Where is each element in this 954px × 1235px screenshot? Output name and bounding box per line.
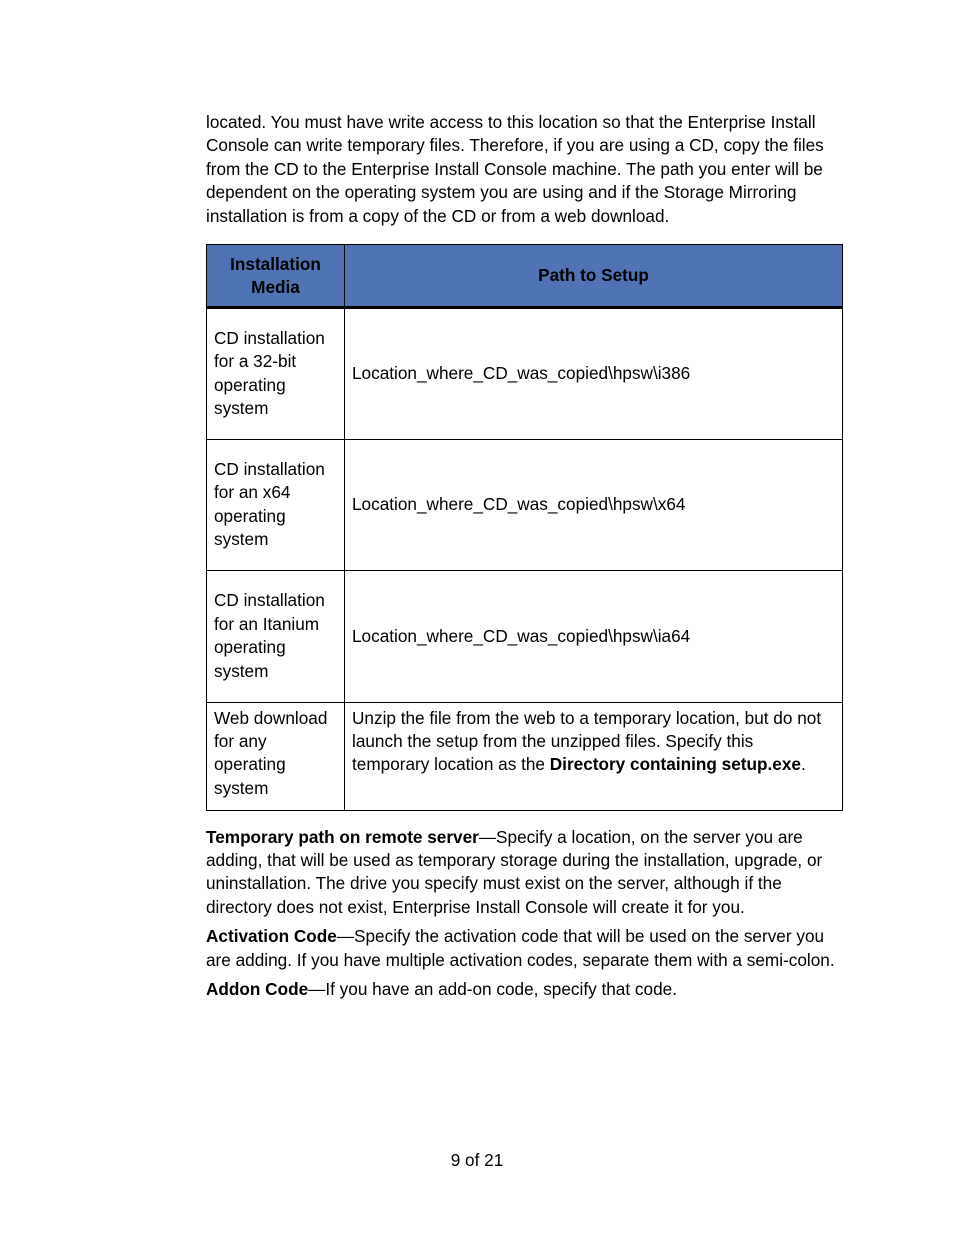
media-cell: Web download for any operating system xyxy=(207,702,345,810)
media-cell: CD installation for an x64 operating system xyxy=(207,439,345,571)
table-row xyxy=(207,571,843,703)
header-path-to-setup: Path to Setup xyxy=(345,245,843,308)
page-number: 9 of 21 xyxy=(450,1150,504,1170)
header-installation-media: Installation Media xyxy=(207,245,345,308)
path-text: Unzip the file from the web to a temporary location, but do not launch the setup from the unzipped files. Specify this temporary location as the xyxy=(352,707,822,775)
path-cell xyxy=(345,702,843,810)
table-row xyxy=(207,702,843,810)
param-activation-code xyxy=(206,925,846,972)
path-cell: Location_where_CD_was_copied\hpsw\i386 xyxy=(345,308,843,440)
param-desc: —If you have an add-on code, specify that code. xyxy=(308,978,677,999)
param-addon-code xyxy=(206,978,846,1001)
table-header-row xyxy=(207,245,843,308)
media-cell: CD installation for a 32-bit operating system xyxy=(207,308,345,440)
param-term: Temporary path on remote server xyxy=(206,826,479,847)
media-cell: CD installation for an Itanium operating system xyxy=(207,571,345,703)
table-row xyxy=(207,308,843,440)
table-row xyxy=(207,439,843,571)
path-cell: Location_where_CD_was_copied\hpsw\ia64 xyxy=(345,571,843,703)
param-temporary-path xyxy=(206,826,846,920)
page-content xyxy=(206,111,846,1001)
path-cell: Location_where_CD_was_copied\hpsw\x64 xyxy=(345,439,843,571)
intro-paragraph: located. You must have write access to this location so that the Enterprise Install Console can write temporary files. Therefore, if you are using a CD, copy the files from the CD to the Enterprise Install Console machine. The path you enter will be dependent on the operating system you are using and if the Storage Mirroring installation is from a copy of the CD or from a web download. xyxy=(206,112,824,226)
path-text-end: . xyxy=(800,754,806,775)
path-bold-text: Directory containing setup.exe xyxy=(549,754,801,775)
param-desc: —Specify the activation code that will be used on the server you are adding. If you have multiple activation codes, separate them with a semi-colon. xyxy=(206,926,835,970)
param-term: Addon Code xyxy=(206,978,309,999)
setup-path-table xyxy=(206,244,843,811)
param-desc: —Specify a location, on the server you are adding, that will be used as temporary storage during the installation, upgrade, or uninstallation. The drive you specify must exist on the server, although if the directory does not exist, Enterprise Install Console will create it for you. xyxy=(206,826,823,917)
param-term: Activation Code xyxy=(206,926,337,947)
